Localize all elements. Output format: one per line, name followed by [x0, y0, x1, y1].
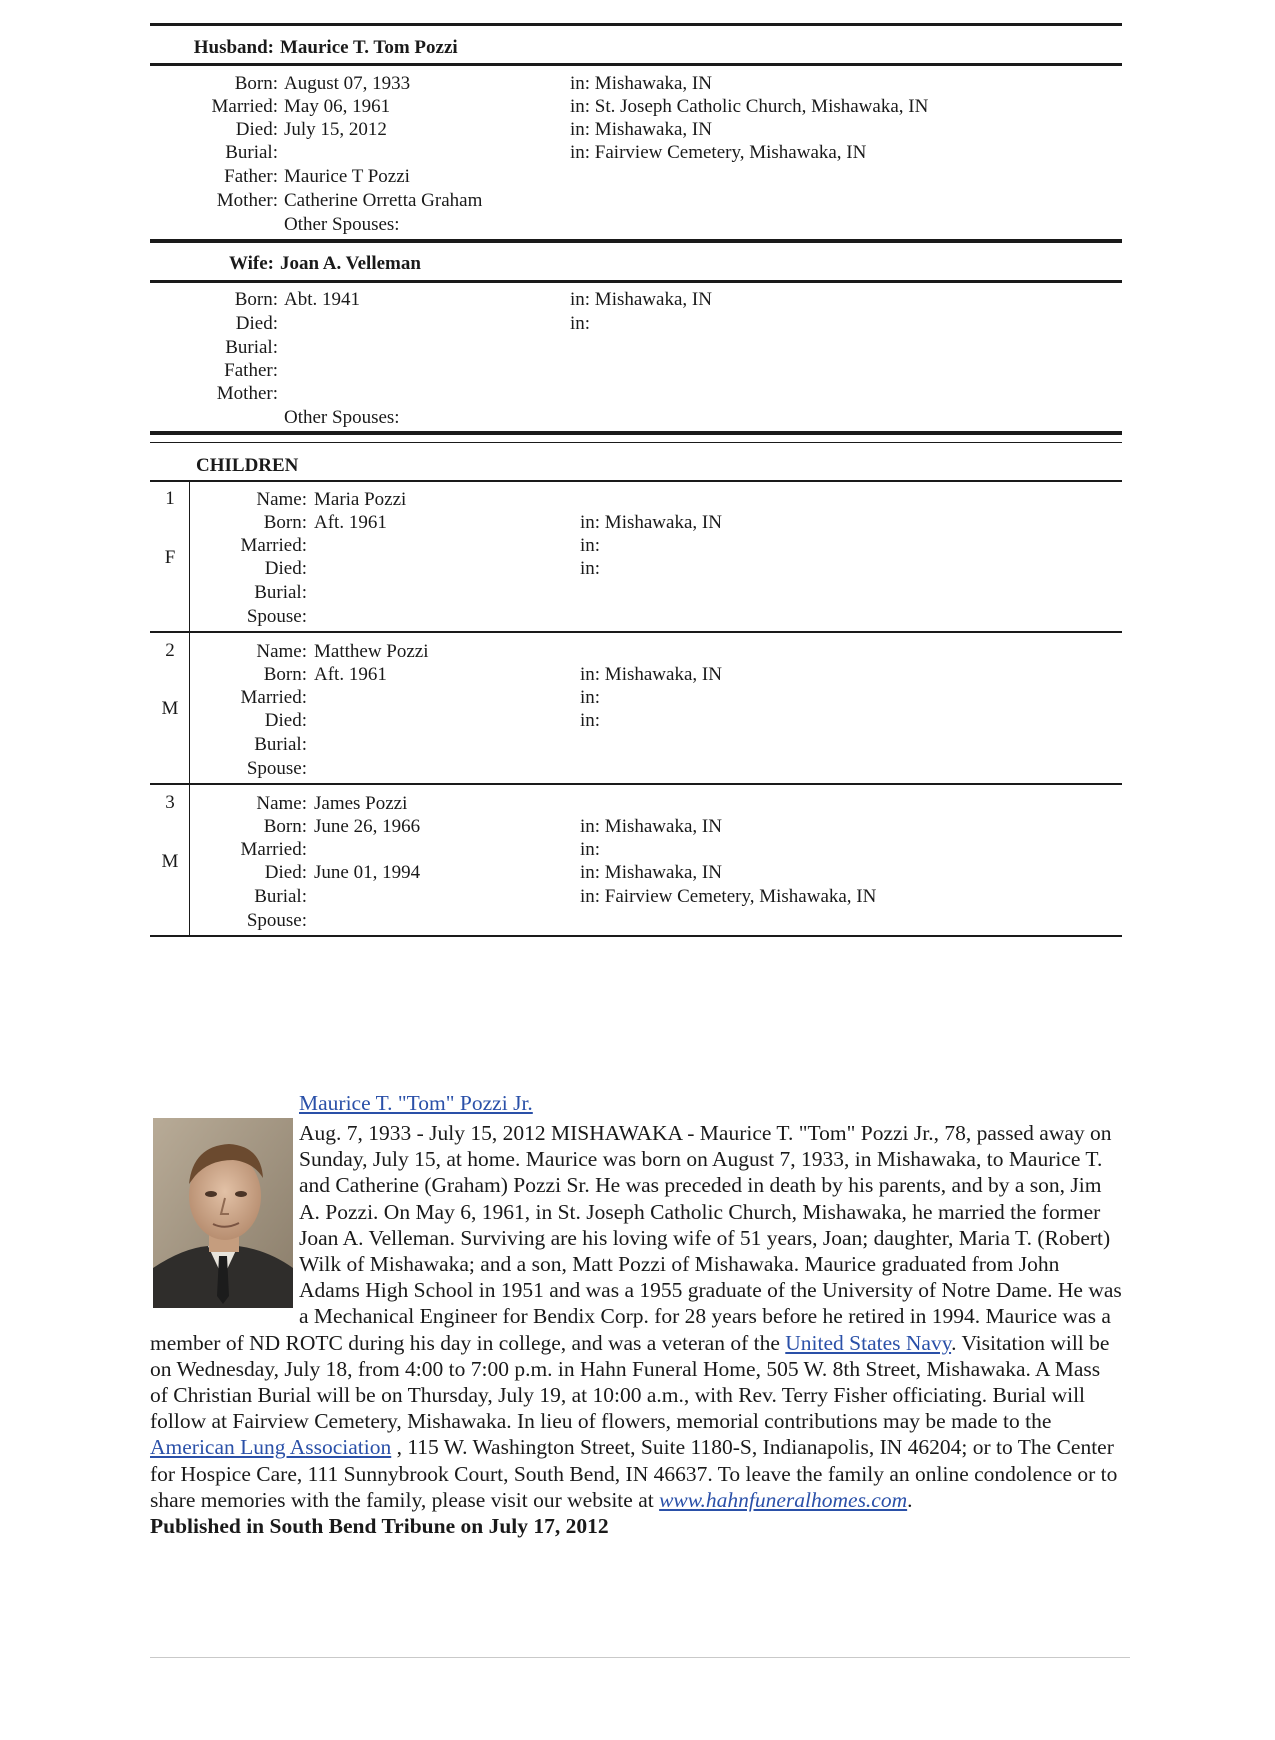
child-number: 2 — [165, 640, 175, 661]
child-name-row — [190, 488, 307, 512]
field-label: Born: — [234, 73, 278, 94]
children-heading: CHILDREN — [196, 455, 299, 476]
child-died-place: in: — [580, 558, 601, 579]
child-name-value: James Pozzi — [314, 793, 408, 814]
child-spouse-row — [190, 757, 307, 781]
husband-name: Maurice T. Tom Pozzi — [280, 37, 458, 58]
child-died-row — [190, 861, 307, 885]
child-married-place: in: — [580, 687, 601, 708]
field-label: Burial: — [254, 582, 307, 603]
lung-association-link[interactable]: American Lung Association — [150, 1435, 392, 1460]
field-label: Father: — [224, 360, 278, 381]
field-label: Spouse: — [246, 606, 307, 627]
divider — [150, 442, 1122, 443]
child-died-place: in: Mishawaka, IN — [580, 862, 722, 883]
wife-name: Joan A. Velleman — [280, 253, 421, 274]
husband-father-value: Maurice T Pozzi — [284, 166, 410, 187]
child-number: 3 — [165, 792, 175, 813]
husband-died-value: July 15, 2012 — [284, 119, 387, 140]
child-sex: M — [161, 851, 179, 872]
child-name-row — [190, 792, 307, 816]
husband-married-place: in: St. Joseph Catholic Church, Mishawaka, IN — [570, 96, 929, 117]
child-name-value: Maria Pozzi — [314, 489, 407, 510]
child-died-place: in: — [580, 710, 601, 731]
divider — [150, 783, 1122, 785]
husband-burial-place: in: Fairview Cemetery, Mishawaka, IN — [570, 142, 867, 163]
field-label: Died: — [235, 313, 278, 334]
child-married-place: in: — [580, 839, 601, 860]
field-label: Burial: — [254, 734, 307, 755]
field-label: Born: — [263, 816, 307, 837]
obituary-text-1: Aug. 7, 1933 - July 15, 2012 MISHAWAKA - Maurice T. "Tom" Pozzi Jr., 78, passed away on Sunday, July 15, at home. Maurice was born on August 7, 1933, in Mishawaka, to Maurice T. and Catherine (Graham) Pozzi Sr. He was preceded in death by his parents, and by a son, Jim A. Pozzi. On May 6, 1961, in St. Joseph Catholic Church, Mishawaka, he married the former Joan A. Velleman. Surviving are his loving wife of 51 years, Joan; daughter, Maria T. (Robert) Wilk of Mishawaka; and a son, Matt Pozzi of Mishawaka. Maurice graduated from John Adams High School in 1951 and was a 1955 graduate of the University of Notre Dame. He was a Mechanical Engineer for Bendix Corp. for 28 years before he retired in 1994. Maurice was a member of ND ROTC during his day in college, and was a veteran of the — [150, 1121, 1122, 1355]
field-label: Married: — [240, 687, 307, 708]
husband-born-row — [150, 72, 278, 96]
field-label: Died: — [264, 710, 307, 731]
field-label: Married: — [240, 839, 307, 860]
wife-died-place: in: — [570, 313, 591, 334]
field-label: Married: — [211, 96, 278, 117]
field-label: Name: — [256, 489, 307, 510]
wife-label: Wife: — [228, 253, 274, 274]
child-born-place: in: Mishawaka, IN — [580, 664, 722, 685]
obituary-text-4: . — [907, 1487, 913, 1512]
field-label: Name: — [256, 793, 307, 814]
husband-label: Husband: — [193, 37, 274, 58]
field-label: Name: — [256, 641, 307, 662]
obituary-body — [150, 1120, 1122, 1539]
wife-born-place: in: Mishawaka, IN — [570, 289, 712, 310]
wife-heading — [150, 253, 421, 275]
wife-other-spouses-label: Other Spouses: — [284, 407, 400, 428]
husband-married-row — [150, 95, 278, 119]
photo-spacer — [150, 1120, 299, 1322]
child-name-row — [190, 640, 307, 664]
divider — [150, 431, 1122, 435]
child-married-row — [190, 838, 307, 862]
wife-died-row — [150, 312, 278, 336]
husband-burial-row — [150, 141, 278, 165]
child-born-row — [190, 511, 307, 535]
child-born-value: June 26, 1966 — [314, 816, 421, 837]
field-label: Burial: — [254, 886, 307, 907]
child-born-value: Aft. 1961 — [314, 512, 387, 533]
field-label: Died: — [264, 558, 307, 579]
husband-married-value: May 06, 1961 — [284, 96, 391, 117]
field-label: Mother: — [216, 190, 278, 211]
field-label: Burial: — [225, 142, 278, 163]
child-born-place: in: Mishawaka, IN — [580, 816, 722, 837]
obituary-title-link[interactable]: Maurice T. "Tom" Pozzi Jr. — [299, 1091, 533, 1115]
child-born-row — [190, 815, 307, 839]
website-link[interactable]: www.hahnfuneralhomes.com — [659, 1487, 908, 1512]
husband-mother-row — [150, 189, 278, 213]
wife-father-row — [150, 359, 278, 383]
child-sex: F — [164, 547, 176, 568]
child-born-value: Aft. 1961 — [314, 664, 387, 685]
child-born-place: in: Mishawaka, IN — [580, 512, 722, 533]
wife-born-row — [150, 288, 278, 312]
field-label: Married: — [240, 535, 307, 556]
divider — [150, 23, 1122, 26]
field-label: Burial: — [225, 337, 278, 358]
field-label: Born: — [234, 289, 278, 310]
child-spouse-row — [190, 605, 307, 629]
husband-born-value: August 07, 1933 — [284, 73, 411, 94]
child-born-row — [190, 663, 307, 687]
child-died-value: June 01, 1994 — [314, 862, 421, 883]
child-married-row — [190, 534, 307, 558]
divider — [150, 63, 1122, 66]
husband-heading — [150, 37, 458, 59]
obituary-text-2: . Visitation will be on Wednesday, July 18, from 4:00 to 7:00 p.m. in Hahn Funeral Home, 505 W. 8th Street, Mishawaka. A Mass of Christian Burial will be on Thursday, July 19, at 10:00 a.m., with Rev. Terry Fisher officiating. Burial will follow at Fairview Cemetery, Mishawaka. In lieu of flowers, memorial contributions may be made to the — [150, 1330, 1110, 1434]
child-died-row — [190, 709, 307, 733]
child-burial-row — [190, 733, 307, 757]
wife-born-value: Abt. 1941 — [284, 289, 360, 310]
child-married-row — [190, 686, 307, 710]
field-label: Spouse: — [246, 910, 307, 931]
husband-other-spouses-label: Other Spouses: — [284, 214, 400, 235]
child-number: 1 — [165, 488, 175, 509]
field-label: Born: — [263, 664, 307, 685]
field-label: Died: — [264, 862, 307, 883]
husband-born-place: in: Mishawaka, IN — [570, 73, 712, 94]
field-label: Mother: — [216, 383, 278, 404]
field-label: Father: — [224, 166, 278, 187]
wife-burial-row — [150, 336, 278, 360]
child-burial-place: in: Fairview Cemetery, Mishawaka, IN — [580, 886, 877, 907]
divider — [150, 631, 1122, 633]
obituary-text-3: , 115 W. Washington Street, Suite 1180-S, Indianapolis, IN 46204; or to The Center for Hospice Care, 111 Sunnybrook Court, South Bend, IN 46637. To leave the family an online condolence or to share memories with the family, please visit our website at — [150, 1435, 1118, 1512]
field-label: Spouse: — [246, 758, 307, 779]
field-label: Born: — [263, 512, 307, 533]
divider — [150, 280, 1122, 283]
divider — [150, 480, 1122, 482]
wife-mother-row — [150, 382, 278, 406]
navy-link[interactable]: United States Navy — [785, 1330, 952, 1355]
child-burial-row — [190, 581, 307, 605]
divider — [150, 935, 1122, 937]
husband-died-row — [150, 118, 278, 142]
field-label: Died: — [235, 119, 278, 140]
husband-died-place: in: Mishawaka, IN — [570, 119, 712, 140]
scan-edge-line — [150, 1657, 1130, 1658]
child-burial-row — [190, 885, 307, 909]
child-name-value: Matthew Pozzi — [314, 641, 429, 662]
child-died-row — [190, 557, 307, 581]
divider — [150, 239, 1122, 243]
husband-mother-value: Catherine Orretta Graham — [284, 190, 483, 211]
husband-father-row — [150, 165, 278, 189]
child-spouse-row — [190, 909, 307, 933]
child-married-place: in: — [580, 535, 601, 556]
published-note: Published in South Bend Tribune on July 17, 2012 — [150, 1514, 609, 1539]
child-sex: M — [161, 698, 179, 719]
